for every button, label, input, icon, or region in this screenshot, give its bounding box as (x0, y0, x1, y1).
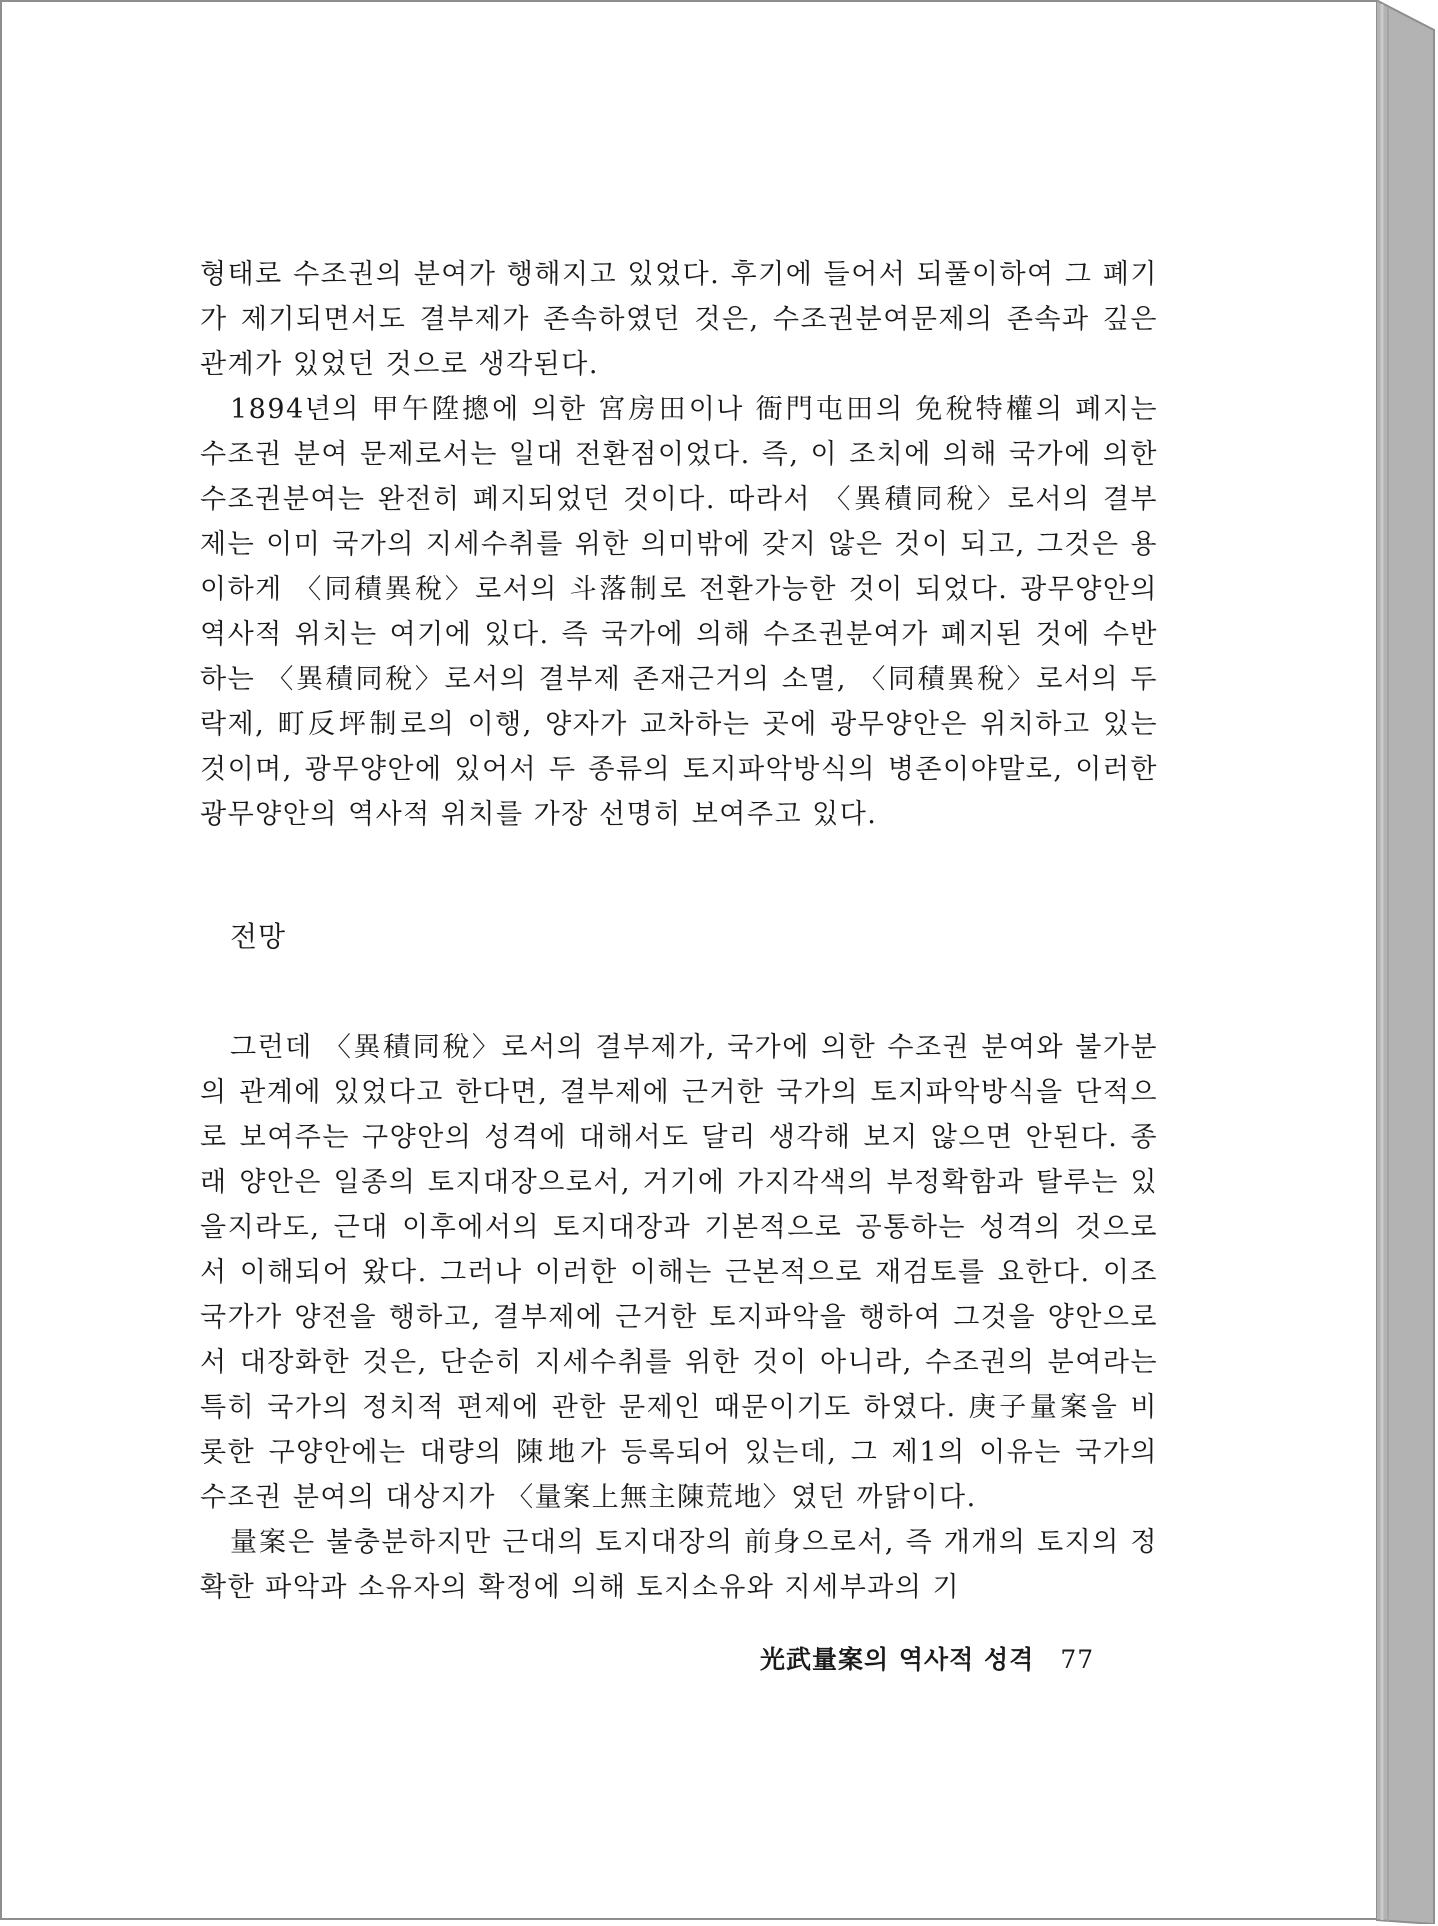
page-body (200, 252, 1158, 1610)
book-edge (1376, 0, 1436, 1924)
running-title: 光武量案의 역사적 성격 (760, 1645, 1035, 1674)
page-footer (760, 1640, 1094, 1676)
paragraph-continued: 형태로 수조권의 분여가 행해지고 있었다. 후기에 들어서 되풀이하여 그 폐기가 제기되면서도 결부제가 존속하였던 것은, 수조권분여문제의 존속과 깊은 관계가 있었던 것으로 생각된다. (200, 259, 1158, 380)
paragraph-land-register: 量案은 불충분하지만 근대의 토지대장의 前身으로서, 즉 개개의 토지의 정확한 파악과 소유자의 확정에 의해 토지소유와 지세부과의 기 (200, 1527, 1158, 1603)
paragraph-gabo-reform: 1894년의 甲午陞摠에 의한 宮房田이나 衙門屯田의 免稅特權의 폐지는 수조권 분여 문제로서는 일대 전환점이었다. 즉, 이 조치에 의해 국가에 의한 수조권분여는 완전히 폐지되었던 것이다. 따라서 〈異積同稅〉로서의 결부제는 이미 국가의 지세수취를 위한 의미밖에 갖지 않은 것이 되고, 그것은 용이하게 〈同積異稅〉로서의 斗落制로 전환가능한 것이 되었다. 광무양안의 역사적 위치는 여기에 있다. 즉 국가에 의해 수조권분여가 폐지된 것에 수반하는 〈異積同稅〉로서의 결부제 존재근거의 소멸, 〈同積異稅〉로서의 두락제, 町反坪制로의 이행, 양자가 교차하는 곳에 광무양안은 위치하고 있는 것이며, 광무양안에 있어서 두 종류의 토지파악방식의 병존이야말로, 이러한 광무양안의 역사적 위치를 가장 선명히 보여주고 있다. (200, 394, 1158, 830)
section-heading: 전망 (230, 920, 287, 953)
paragraph-outlook: 그런데 〈異積同稅〉로서의 결부제가, 국가에 의한 수조권 분여와 불가분의 관계에 있었다고 한다면, 결부제에 근거한 국가의 토지파악방식을 단적으로 보여주는 구양안의 성격에 대해서도 달리 생각해 보지 않으면 안된다. 종래 양안은 일종의 토지대장으로서, 거기에 가지각색의 부정확함과 탈루는 있을지라도, 근대 이후에서의 토지대장과 기본적으로 공통하는 성격의 것으로서 이해되어 왔다. 그러나 이러한 이해는 근본적으로 재검토를 요한다. 이조국가가 양전을 행하고, 결부제에 근거한 토지파악을 행하여 그것을 양안으로서 대장화한 것은, 단순히 지세수취를 위한 것이 아니라, 수조권의 분여라는 특히 국가의 정치적 편제에 관한 문제인 때문이기도 하였다. 庚子量案을 비롯한 구양안에는 대량의 陳地가 등록되어 있는데, 그 제1의 이유는 국가의 수조권 분여의 대상지가 〈量案上無主陳荒地〉였던 까닭이다. (200, 1032, 1158, 1513)
page-number: 77 (1060, 1645, 1095, 1674)
